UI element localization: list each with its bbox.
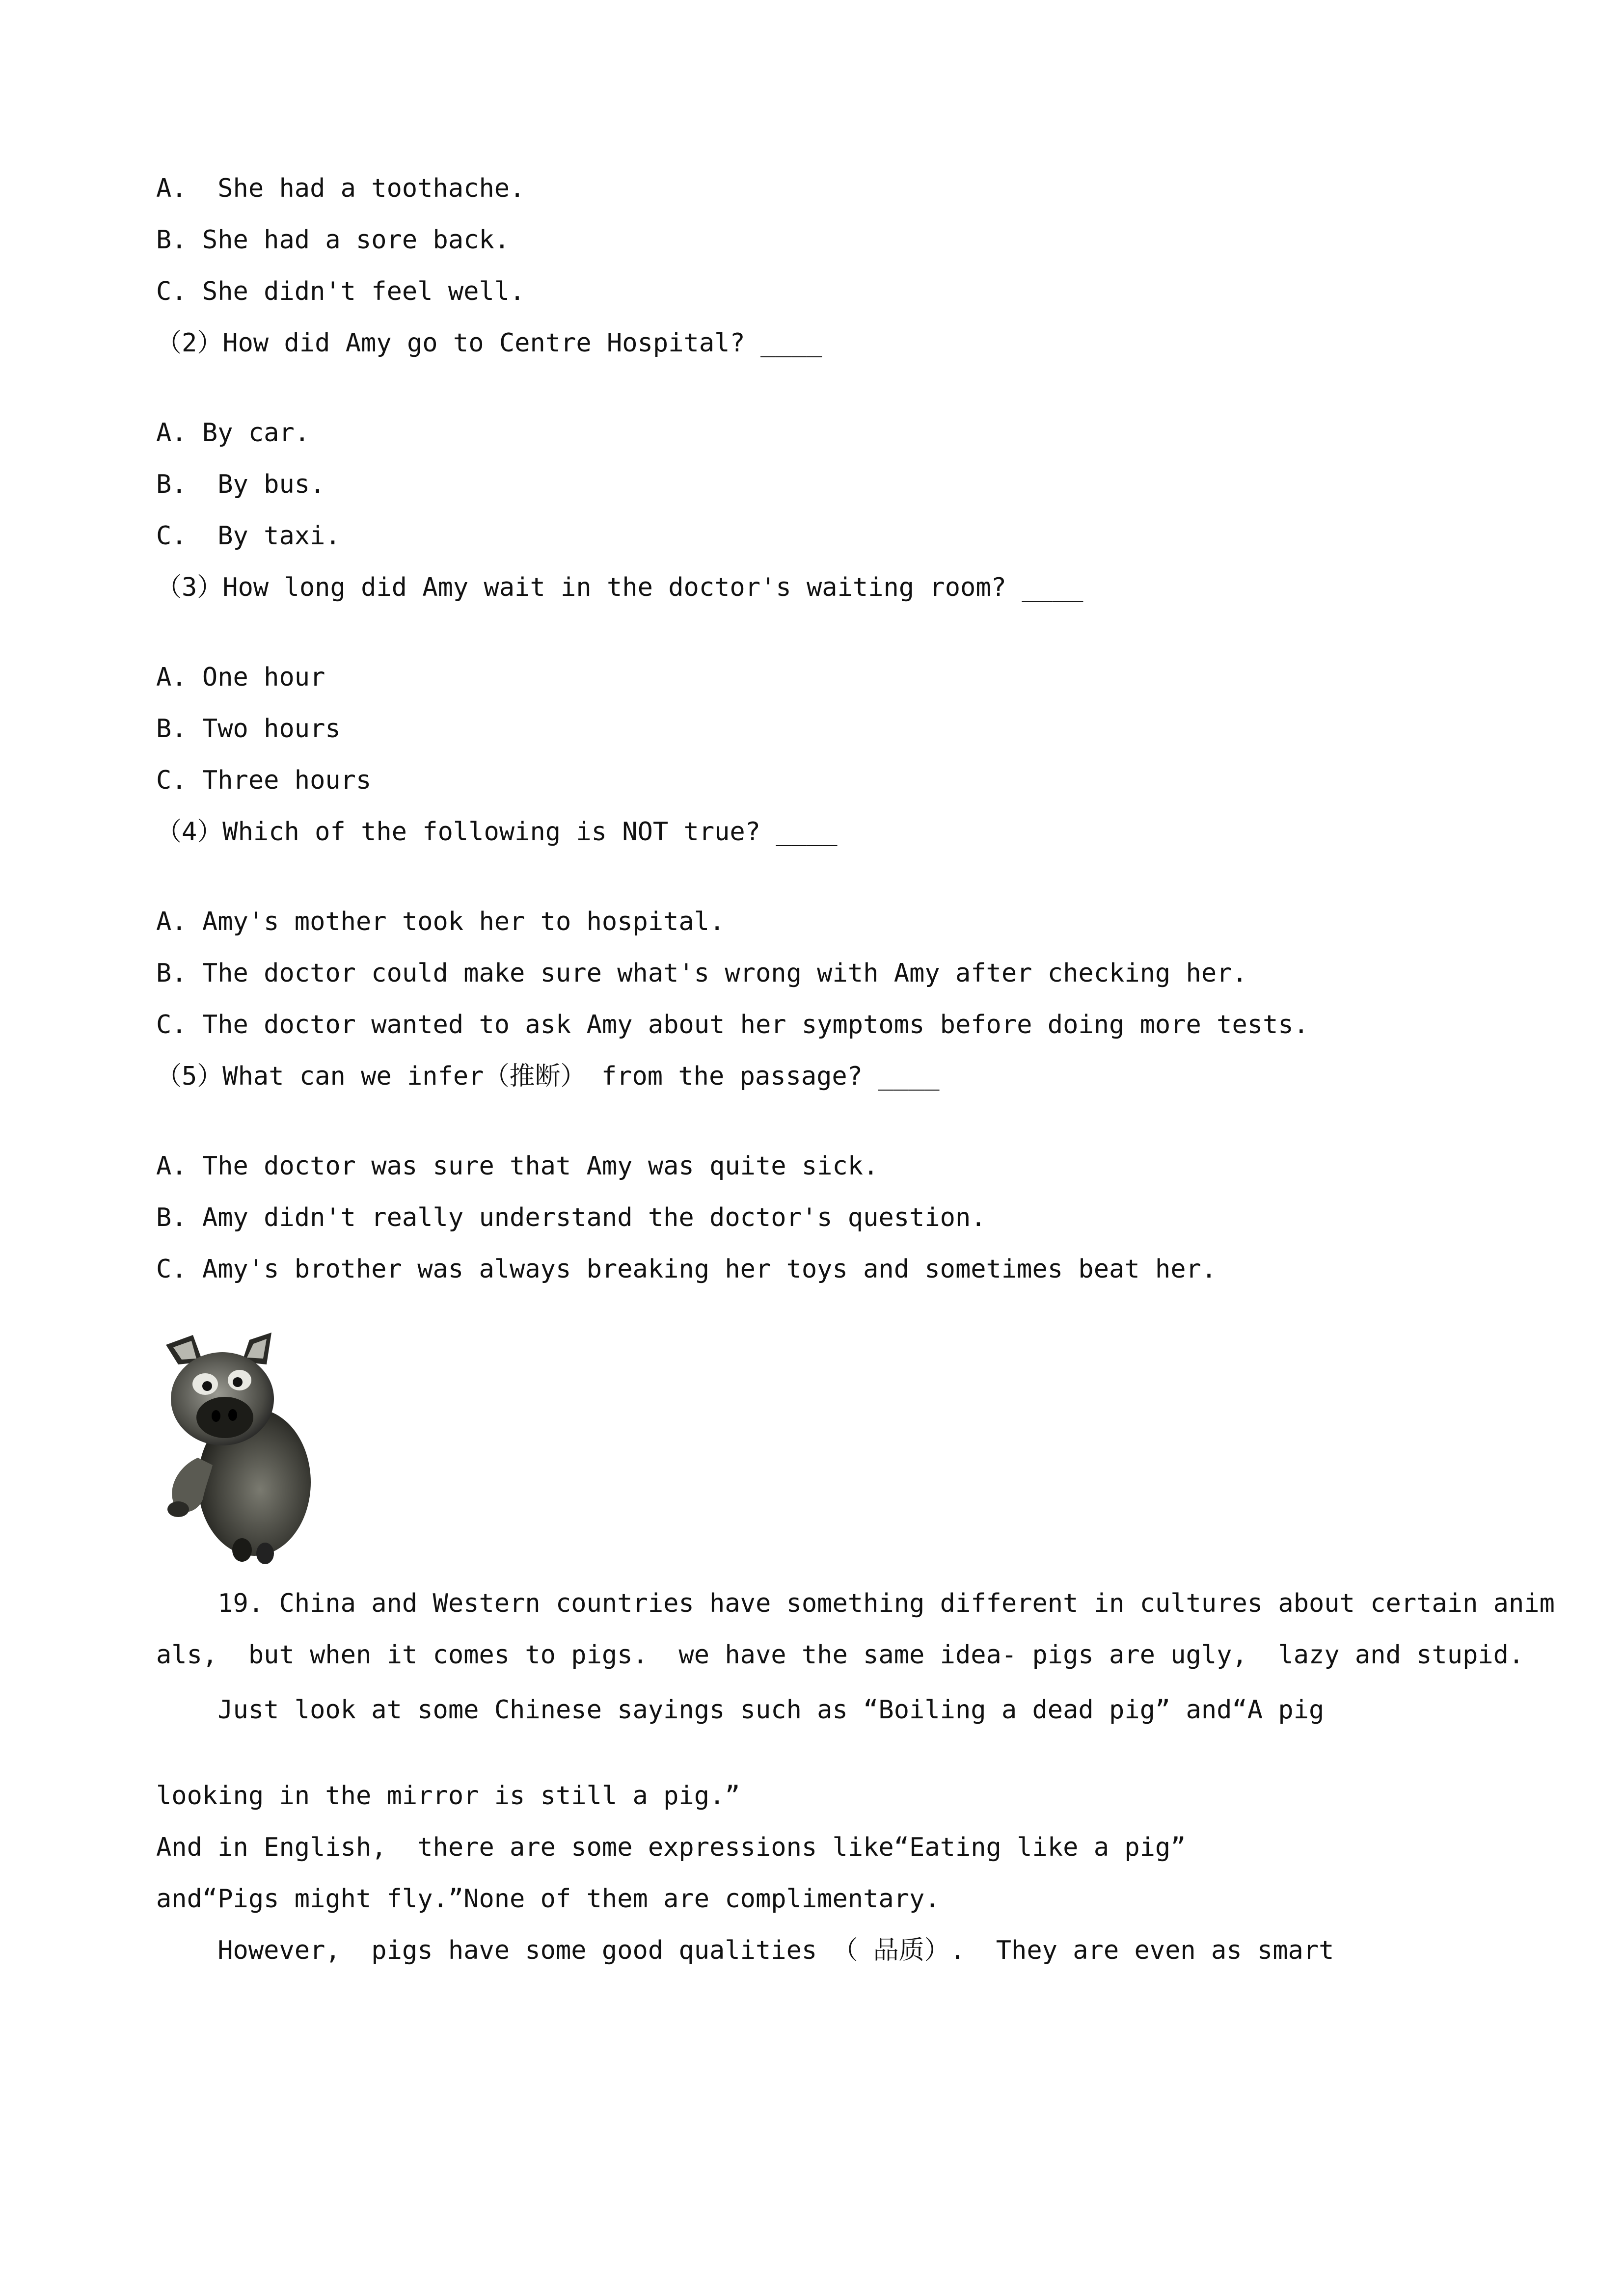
pig-snout xyxy=(196,1397,253,1438)
q5-option-a: A. The doctor was sure that Amy was quite sick. xyxy=(156,1151,879,1181)
q5-option-c: C. Amy's brother was always breaking her toys and sometimes beat her. xyxy=(156,1255,1217,1284)
passage-19-line-5: And in English, there are some expressions like“Eating like a pig” xyxy=(156,1833,1186,1862)
passage-19-line-1: 19. China and Western countries have something different in cultures about certain anim xyxy=(156,1589,1555,1618)
q3-option-b: B. Two hours xyxy=(156,714,341,744)
q1-option-c: C. She didn't feel well. xyxy=(156,277,525,306)
q2-option-a: A. By car. xyxy=(156,418,310,448)
q4-option-b: B. The doctor could make sure what's wrong with Amy after checking her. xyxy=(156,959,1247,988)
q5-question: （5）What can we infer（推断） from the passage? ____ xyxy=(156,1062,940,1091)
q4-option-a: A. Amy's mother took her to hospital. xyxy=(156,907,725,936)
q3-option-c: C. Three hours xyxy=(156,766,372,795)
passage-19-line-2: als, but when it comes to pigs. we have the same idea- pigs are ugly, lazy and stupid. xyxy=(156,1640,1524,1670)
passage-19-line-7: However, pigs have some good qualities （ 品质）. They are even as smart xyxy=(156,1936,1334,1965)
q5-option-b: B. Amy didn't really understand the doctor's question. xyxy=(156,1203,986,1232)
passage-19-line-3: Just look at some Chinese sayings such as “Boiling a dead pig” and“A pig xyxy=(156,1695,1325,1725)
q2-option-c: C. By taxi. xyxy=(156,521,341,551)
q3-question: （3）How long did Amy wait in the doctor's waiting room? ____ xyxy=(156,573,1083,602)
q1-option-b: B. She had a sore back. xyxy=(156,225,510,255)
q2-option-b: B. By bus. xyxy=(156,470,325,499)
q4-option-c: C. The doctor wanted to ask Amy about her symptoms before doing more tests. xyxy=(156,1010,1309,1040)
q4-question: （4）Which of the following is NOT true? ____ xyxy=(156,817,838,847)
passage-19-line-6: and“Pigs might fly.”None of them are complimentary. xyxy=(156,1884,940,1914)
q1-option-a: A. She had a toothache. xyxy=(156,174,525,203)
q3-option-a: A. One hour xyxy=(156,663,325,692)
q2-question: （2）How did Amy go to Centre Hospital? ____ xyxy=(156,328,822,358)
passage-19-line-4: looking in the mirror is still a pig.” xyxy=(156,1781,740,1811)
pig-illustration xyxy=(156,1330,318,1566)
